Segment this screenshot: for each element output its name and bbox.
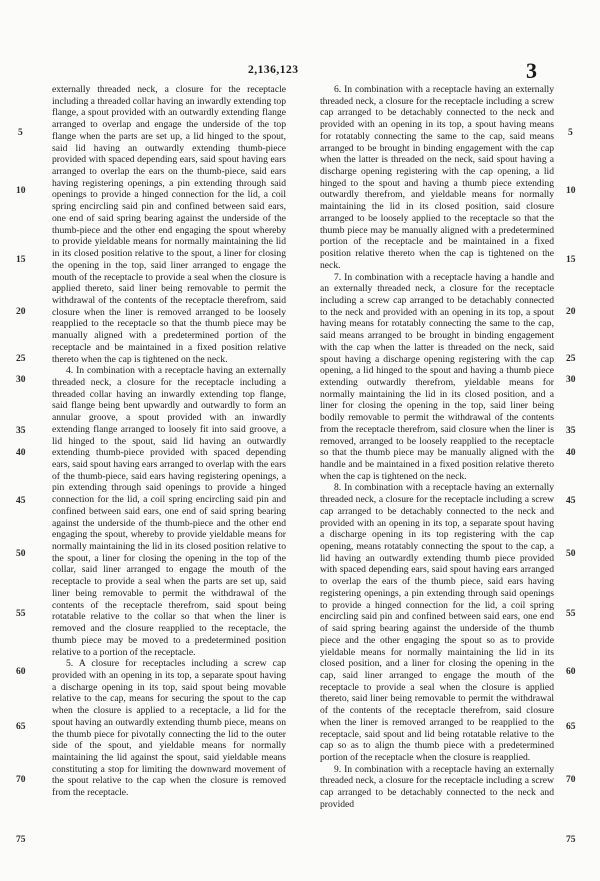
page-header (0, 58, 600, 84)
line-number-right-50: 50 (566, 549, 576, 559)
line-number-left-50: 50 (16, 549, 26, 559)
line-number-left-30: 30 (16, 375, 26, 385)
line-number-left-15: 15 (16, 255, 26, 265)
line-number-right-70: 70 (566, 775, 576, 785)
line-number-right-40: 40 (566, 448, 576, 458)
line-number-right-30: 30 (566, 375, 576, 385)
line-number-left-5: 5 (18, 128, 23, 138)
line-number-right-60: 60 (566, 667, 576, 677)
claim-4: 4. In combination with a receptacle having an externally threaded neck, a closure for the receptacle including a threaded collar having an inwardly extending top flange, said flange being bent upwardly and outwardly to form an annular groove, a spout provided with an inwardly extending flange arranged to loosely fit into said groove, a lid hinged to the spout, said lid having an outwardly extending thumb-piece provided with spaced depending ears, said spout having ears arranged to overlap with the ears of the thumb-piece, said ears having registering openings, a pin extending through said openings to provide a hinged connection for the lid, a coil spring encircling said pin and confined between said ears, one end of said spring bearing against the underside of the thumb-piece and the other end engaging the spout, whereby to provide yieldable means for normally maintaining the lid in its closed position relative to the spout, a liner for closing the opening in the top of the collar, said liner arranged to engage the mouth of the receptacle to provide a seal when the parts are set up, said liner being removable to permit the withdrawal of the contents of the receptacle therefrom, said spout being rotatable relative to the collar so that when the liner is removed and the closure reapplied to the receptacle, the thumb piece may be moved to a predetermined position relative to a portion of the receptacle. (52, 365, 286, 658)
line-number-left-70: 70 (16, 775, 26, 785)
line-number-right-35: 35 (566, 426, 576, 436)
line-number-right-5: 5 (568, 128, 573, 138)
line-number-right-20: 20 (566, 307, 576, 317)
line-number-left-65: 65 (16, 722, 26, 732)
claim-5: 5. A closure for receptacles including a screw cap provided with an opening in its top, a separate spout having a discharge opening in its top, said spout being movable relative to the cap, means for securing the spout to the cap when the closure is applied to a receptacle, a lid for the spout having an outwardly extending thumb piece, means on the thumb piece for pivotally connecting the lid to the outer side of the spout, and yieldable means for normally maintaining the lid against the spout, said yieldable means constituting a stop for limiting the downward movement of the spout relative to the cap when the closure is removed from the receptacle. (52, 658, 286, 799)
claim-3-continuation: externally threaded neck, a closure for the receptacle including a threaded collar having an inwardly extending top flange, a spout provided with an outwardly extending flange arranged to overlap and engage the underside of the top flange when the parts are set up, a lid hinged to the spout, said lid having an outwardly extending thumb-piece provided with spaced depending ears, said spout having ears arranged to overlap the ears on the thumb-piece, said ears having registering openings, a pin extending through said openings to provide a hinged connection for the lid, a coil spring encircling said pin and confined between said ears, one end of said spring bearing against the underside of the thumb-piece and the other end engaging the spout whereby to provide yieldable means for normally maintaining the lid in its closed position relative to the spout, a liner for closing the opening in the top, said liner arranged to engage the mouth of the receptacle to provide a seal when the closure is applied thereto, said liner being removable to permit the withdrawal of the contents of the receptacle therefrom, said closure when the liner is removed arranged to be loosely reapplied to the receptacle so that the thumb piece may be manually aligned with a predetermined portion of the receptacle and be maintained in a fixed position relative thereto when the cap is tightened on the neck. (52, 84, 286, 365)
line-number-right-55: 55 (566, 609, 576, 619)
line-number-left-20: 20 (16, 307, 26, 317)
line-number-left-75: 75 (16, 835, 26, 845)
left-column (52, 84, 286, 799)
patent-number: 2,136,123 (248, 64, 299, 76)
line-number-right-10: 10 (566, 186, 576, 196)
claim-9-start: 9. In combination with a receptacle having an externally threaded neck, a closure for the receptacle including a screw cap arranged to be detachably connected to the neck and provided (320, 763, 554, 810)
right-column (320, 84, 554, 811)
line-number-left-40: 40 (16, 448, 26, 458)
line-number-right-65: 65 (566, 722, 576, 732)
line-number-right-15: 15 (566, 255, 576, 265)
line-number-left-10: 10 (16, 186, 26, 196)
claim-7: 7. In combination with a receptacle having a handle and an externally threaded neck, a closure for the receptacle including a screw cap arranged to be detachably connected to the neck and provided with an opening in its top, a spout having means for rotatably connecting the same to the cap, said means arranged to be brought in binding engagement with the cap when the latter is threaded on the neck, said spout having a discharge opening registering with the cap opening, a lid hinged to the spout and having a thumb piece extending outwardly therefrom, yieldable means for normally maintaining the lid in its closed position, and a liner for closing the opening in the top, said liner being bodily removable to permit the withdrawal of the contents from the receptacle therefrom, said closure when the liner is removed, arranged to be loosely reapplied to the receptacle so that the thumb piece may be manually aligned with the handle and be maintained in a fixed position relative thereto when the cap is tightened on the neck. (320, 271, 554, 482)
line-number-right-45: 45 (566, 496, 576, 506)
line-number-left-60: 60 (16, 667, 26, 677)
line-number-left-25: 25 (16, 354, 26, 364)
line-number-right-75: 75 (566, 835, 576, 845)
claim-6: 6. In combination with a receptacle having an externally threaded neck, a closure for the receptacle including a screw cap arranged to be detachably connected to the neck and provided with an opening in its top, a spout having means for rotatably connecting the same to the cap, said means arranged to be brought in binding engagement with the cap when the latter is threaded on the neck, said spout having a discharge opening registering with the cap opening, a lid hinged to the spout and having a thumb piece extending outwardly therefrom, and yieldable means for normally maintaining the lid in its closed position, said closure arranged to be loosely applied to the receptacle so that the thumb piece may be manually aligned with a predetermined portion of the receptacle and be maintained in a fixed position relative thereto when the cap is tightened on the neck. (320, 84, 554, 271)
claim-8: 8. In combination with a receptacle having an externally threaded neck, a closure for the receptacle including a screw cap arranged to be detachably connected to the neck and provided with an opening in its top, a separate spout having a discharge opening in its top registering with the cap opening, means rotatably connecting the spout to the cap, a lid having an outwardly extending thumb piece provided with spaced depending ears, said spout having ears arranged to overlap the ears of the thumb piece, said ears having registering openings, a pin extending through said openings to provide a hinged connection for the lid, a coil spring encircling said pin and confined between said ears, one end of said spring bearing against the underside of the thumb piece and the other engaging the spout so as to provide yieldable means for normally maintaining the lid in its closed position, and a liner for closing the opening in the cap, said liner arranged to engage the mouth of the receptacle to provide a seal when the closure is applied thereto, said liner being removable to permit the withdrawal of the contents of the receptacle therefrom, said closure when the liner is removed arranged to be reapplied to the receptacle, said spout and lid being rotatable relative to the cap so as to align the thumb piece with a predetermined portion of the receptacle when the closure is reapplied. (320, 482, 554, 763)
line-number-left-45: 45 (16, 496, 26, 506)
line-number-left-55: 55 (16, 609, 26, 619)
line-number-right-25: 25 (566, 354, 576, 364)
page-number: 3 (526, 58, 537, 83)
line-number-left-35: 35 (16, 426, 26, 436)
